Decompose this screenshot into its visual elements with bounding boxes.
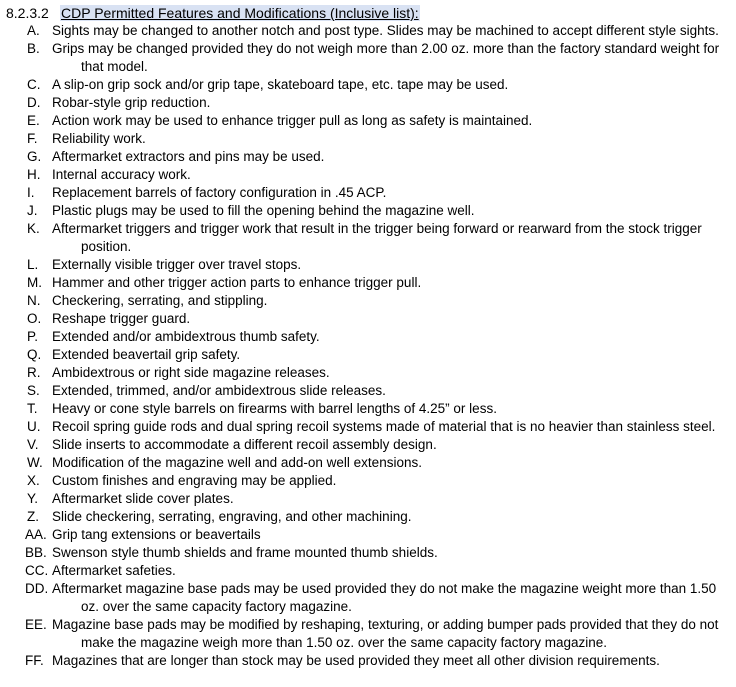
list-item-label: F.	[27, 131, 38, 146]
list-item	[0, 148, 736, 166]
list-item	[0, 526, 736, 544]
list-item-text-continued: that model.	[81, 59, 148, 74]
list-item-text: Grip tang extensions or beavertails	[52, 527, 261, 542]
list-item-label: L.	[27, 257, 39, 272]
list-item-text: Replacement barrels of factory configuration in .45 ACP.	[52, 185, 387, 200]
list-item-text: Action work may be used to enhance trigger pull as long as safety is maintained.	[52, 113, 533, 128]
list-item-label: U.	[27, 419, 41, 434]
section-title: CDP Permitted Features and Modifications (Inclusive list):	[61, 5, 419, 21]
permitted-features-list	[0, 22, 736, 670]
list-item	[0, 436, 736, 454]
list-item	[0, 274, 736, 292]
list-item-text: Heavy or cone style barrels on firearms with barrel lengths of 4.25” or less.	[52, 401, 497, 416]
list-item-label: H.	[27, 167, 41, 182]
list-item-text: Slide checkering, serrating, engraving, and other machining.	[52, 509, 412, 524]
list-item-text: Robar-style grip reduction.	[52, 95, 211, 110]
list-item-label: P.	[27, 329, 39, 344]
list-item	[0, 130, 736, 148]
list-item-text: Checkering, serrating, and stippling.	[52, 293, 268, 308]
list-item-label: O.	[27, 311, 42, 326]
list-item-text: Aftermarket extractors and pins may be used.	[52, 149, 325, 164]
list-item-label: N.	[27, 293, 41, 308]
section-heading	[6, 4, 420, 22]
list-item	[0, 76, 736, 94]
list-item	[0, 256, 736, 274]
list-item-label: B.	[27, 41, 40, 56]
list-item	[0, 364, 736, 382]
list-item-label: Q.	[27, 347, 42, 362]
list-item-label: C.	[27, 77, 41, 92]
list-item-label: D.	[27, 95, 41, 110]
list-item-text-continued: position.	[81, 239, 132, 254]
list-item-text: Slide inserts to accommodate a different recoil assembly design.	[52, 437, 437, 452]
list-item-text: Extended, trimmed, and/or ambidextrous slide releases.	[52, 383, 386, 398]
list-item	[0, 454, 736, 472]
list-item-text-continued: oz. over the same capacity factory magazine.	[81, 599, 352, 614]
list-item-label: EE.	[25, 617, 47, 632]
list-item-label: I.	[27, 185, 35, 200]
list-item-text: Internal accuracy work.	[52, 167, 191, 182]
list-item-label: V.	[27, 437, 39, 452]
list-item-text: Recoil spring guide rods and dual spring recoil systems made of material that is no heavier than stainless steel.	[52, 419, 716, 434]
list-item-text: Aftermarket safeties.	[52, 563, 176, 578]
list-item-text: Swenson style thumb shields and frame mounted thumb shields.	[52, 545, 438, 560]
list-item	[0, 220, 736, 256]
list-item-label: M.	[27, 275, 42, 290]
list-item-label: FF.	[25, 653, 44, 668]
list-item-label: AA.	[25, 527, 47, 542]
list-item-text: Sights may be changed to another notch and post type. Slides may be machined to accept different style sights.	[52, 23, 719, 38]
list-item-label: K.	[27, 221, 40, 236]
list-item-label: CC.	[25, 563, 49, 578]
list-item-label: E.	[27, 113, 40, 128]
list-item	[0, 508, 736, 526]
list-item-text: Modification of the magazine well and add-on well extensions.	[52, 455, 422, 470]
list-item	[0, 418, 736, 436]
list-item-text: Externally visible trigger over travel stops.	[52, 257, 302, 272]
list-item	[0, 400, 736, 418]
section-number: 8.2.3.2	[6, 5, 49, 21]
list-item-text: Plastic plugs may be used to fill the opening behind the magazine well.	[52, 203, 475, 218]
list-item-text: A slip-on grip sock and/or grip tape, skateboard tape, etc. tape may be used.	[52, 77, 509, 92]
list-item-text: Aftermarket triggers and trigger work that result in the trigger being forward or rearward from the stock trigger	[52, 221, 702, 236]
list-item	[0, 202, 736, 220]
list-item-text: Magazines that are longer than stock may be used provided they meet all other division requirements.	[52, 653, 660, 668]
list-item	[0, 166, 736, 184]
list-item-label: Y.	[27, 491, 39, 506]
list-item-text: Ambidextrous or right side magazine releases.	[52, 365, 330, 380]
list-item-text: Hammer and other trigger action parts to enhance trigger pull.	[52, 275, 422, 290]
list-item-text: Aftermarket magazine base pads may be used provided they do not make the magazine weight more than 1.50	[52, 581, 717, 596]
list-item-label: R.	[27, 365, 41, 380]
list-item-label: DD.	[25, 581, 49, 596]
list-item-label: J.	[27, 203, 38, 218]
list-item-text: Reshape trigger guard.	[52, 311, 191, 326]
list-item	[0, 346, 736, 364]
list-item-label: T.	[27, 401, 38, 416]
list-item-text: Aftermarket slide cover plates.	[52, 491, 234, 506]
list-item	[0, 184, 736, 202]
list-item-text: Magazine base pads may be modified by reshaping, texturing, or adding bumper pads provided that they do not	[52, 617, 719, 632]
list-item	[0, 472, 736, 490]
list-item-text: Extended beavertail grip safety.	[52, 347, 241, 362]
list-item-label: Z.	[27, 509, 39, 524]
list-item-text: Reliability work.	[52, 131, 146, 146]
list-item	[0, 94, 736, 112]
list-item-label: X.	[27, 473, 40, 488]
list-item	[0, 22, 736, 40]
list-item	[0, 40, 736, 76]
list-item-text-continued: make the magazine weigh more than 1.50 oz. over the same capacity factory magazine.	[81, 635, 608, 650]
list-item	[0, 310, 736, 328]
list-item-label: A.	[27, 23, 40, 38]
list-item	[0, 652, 736, 670]
list-item	[0, 292, 736, 310]
list-item-label: S.	[27, 383, 40, 398]
list-item	[0, 562, 736, 580]
list-item-label: G.	[27, 149, 42, 164]
list-item	[0, 382, 736, 400]
list-item-label: W.	[27, 455, 43, 470]
list-item-label: BB.	[25, 545, 47, 560]
list-item-text: Grips may be changed provided they do not weigh more than 2.00 oz. more than the factory standard weight for	[52, 41, 720, 56]
list-item	[0, 490, 736, 508]
list-item	[0, 544, 736, 562]
list-item	[0, 328, 736, 346]
list-item	[0, 112, 736, 130]
list-item	[0, 580, 736, 616]
list-item-text: Custom finishes and engraving may be applied.	[52, 473, 337, 488]
list-item	[0, 616, 736, 652]
list-item-text: Extended and/or ambidextrous thumb safety.	[52, 329, 320, 344]
